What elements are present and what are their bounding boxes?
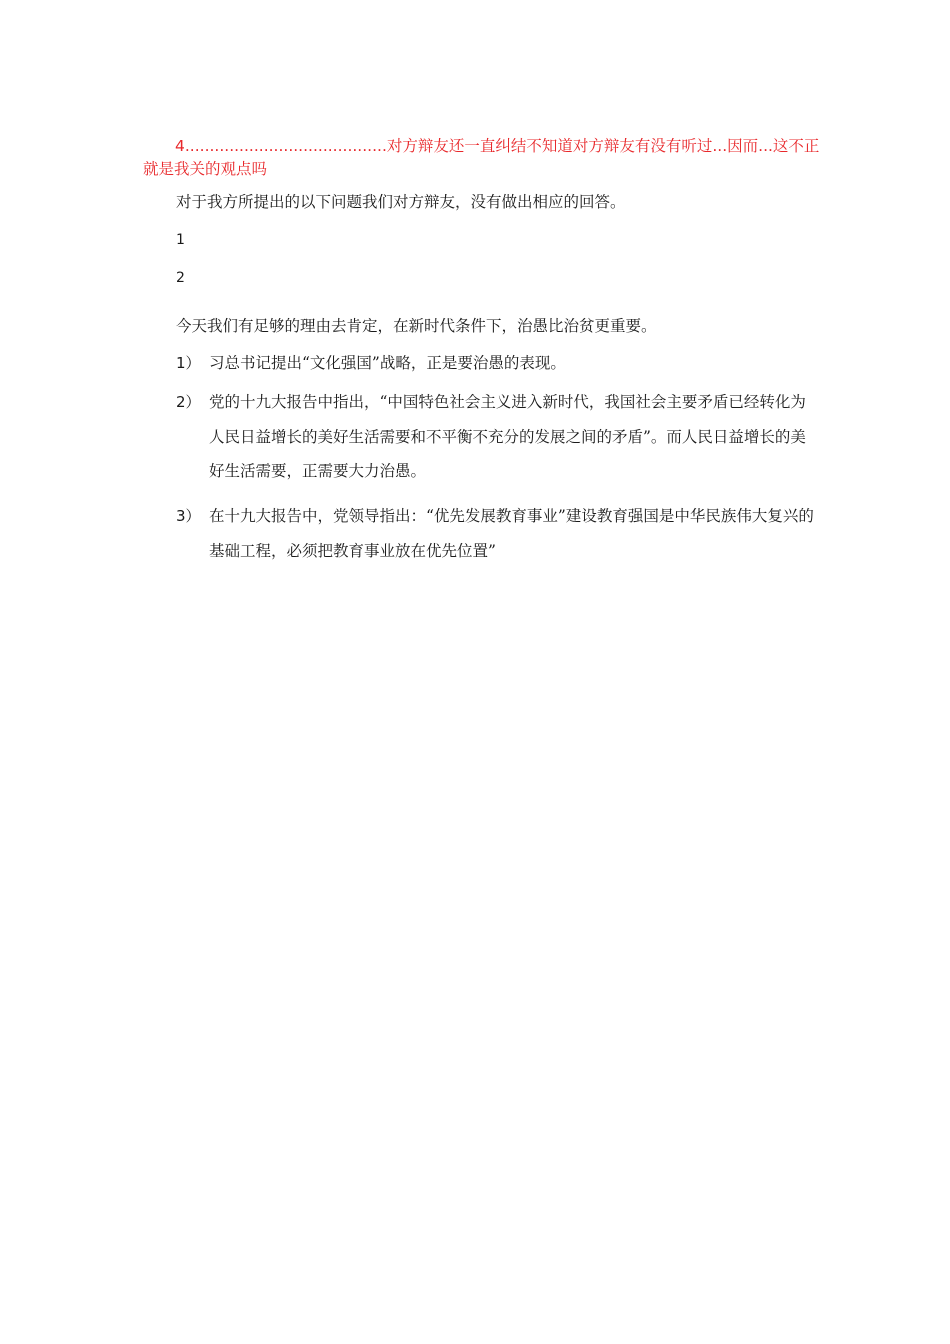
item-text: 习总书记提出“文化强国”战略，正是要治愚的表现。 bbox=[209, 354, 566, 372]
today-paragraph: 今天我们有足够的理由去肯定，在新时代条件下，治愚比治贫更重要。 bbox=[176, 317, 657, 335]
list-number-2: 2 bbox=[176, 270, 185, 286]
numbered-item-3 bbox=[176, 506, 826, 568]
item-text: 党的十九大报告中指出，“中国特色社会主义进入新时代，我国社会主要矛盾已经转化为人民日益增长的美好生活需要和不平衡不充分的发展之间的矛盾”。而人民日益增长的美好生活需要，正需要大力治愚。 bbox=[209, 393, 806, 480]
item-marker: 3） bbox=[176, 507, 201, 525]
numbered-item-2 bbox=[176, 392, 826, 489]
item-text: 在十九大报告中，党领导指出：“优先发展教育事业”建设教育强国是中华民族伟大复兴的基础工程，必须把教育事业放在优先位置” bbox=[209, 507, 814, 560]
item-marker: 1） bbox=[176, 354, 201, 372]
item-marker: 2） bbox=[176, 393, 201, 411]
intro-paragraph: 对于我方所提出的以下问题我们对方辩友，没有做出相应的回答。 bbox=[176, 193, 626, 211]
list-number-1: 1 bbox=[176, 232, 185, 248]
red-annotation-note: 4.........................................对方辩友还一直纠结不知道对方辩友有没有听过...因而...这不正就是我关的观点吗 bbox=[143, 137, 820, 178]
numbered-item-1 bbox=[176, 353, 826, 381]
